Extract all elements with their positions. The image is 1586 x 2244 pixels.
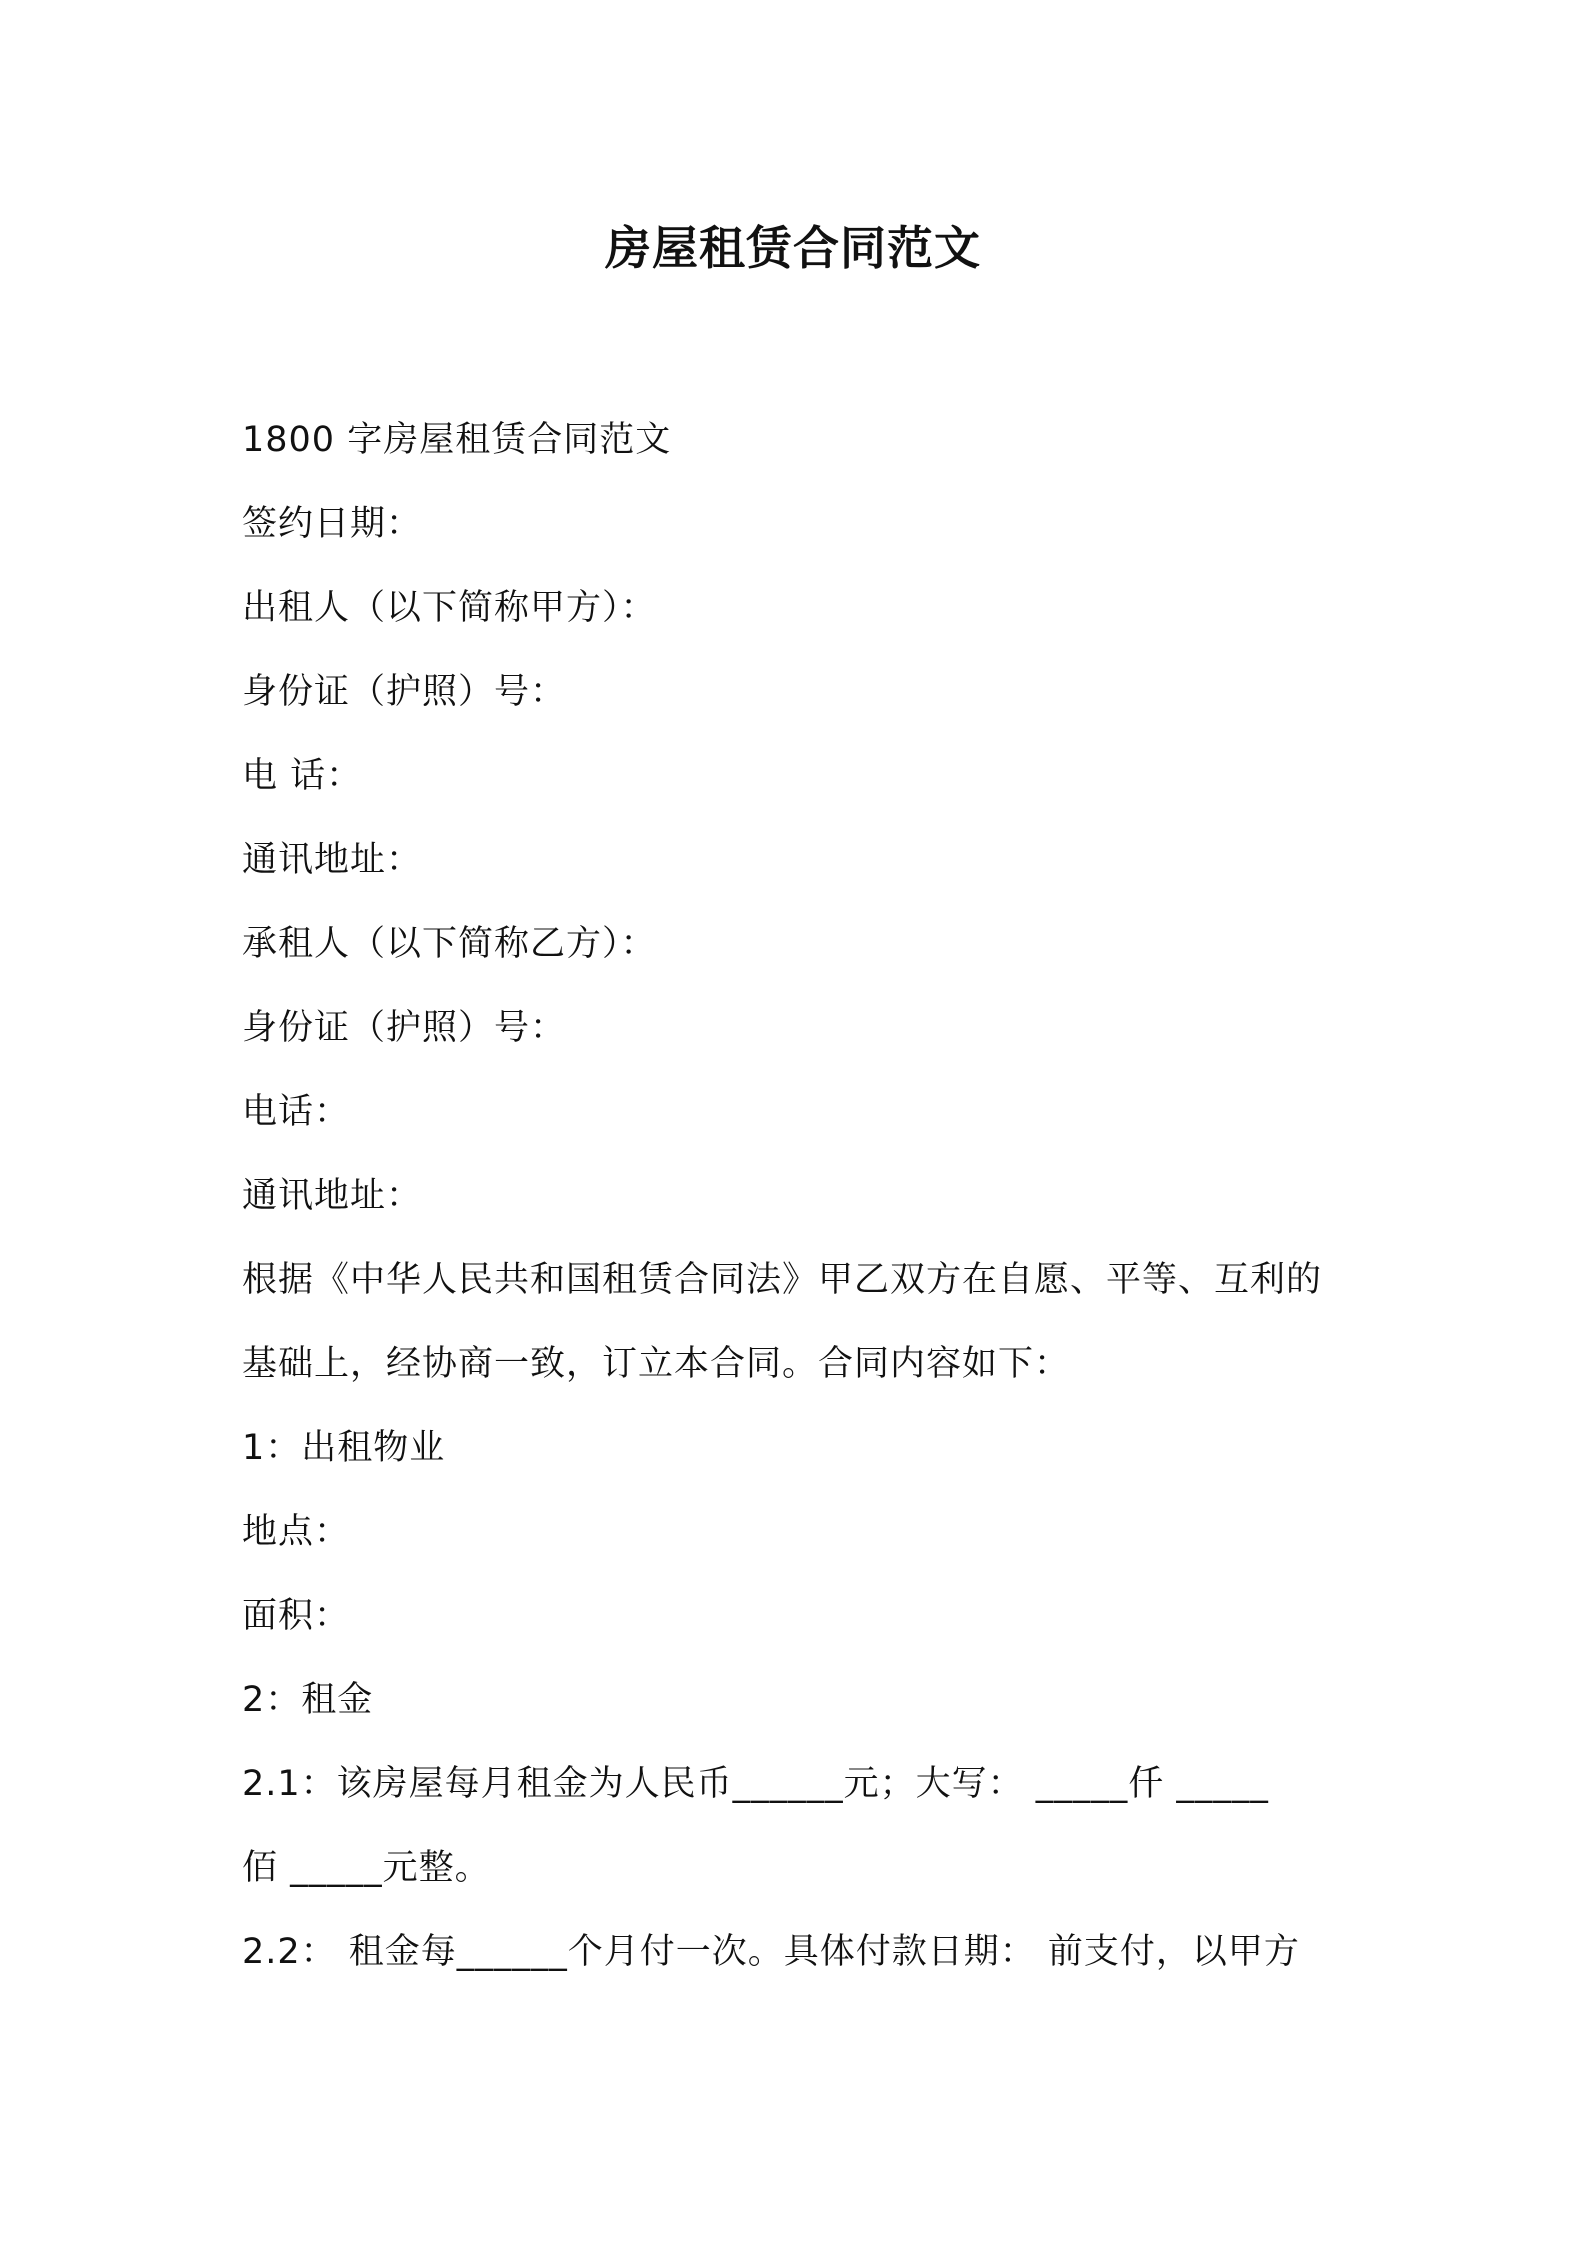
clause-2-1-line-1: 2.1：该房屋每月租金为人民币______元；大写： _____仟 _____ — [242, 1764, 1269, 1804]
lessee-address-line: 通讯地址： — [242, 1176, 423, 1216]
subtitle-line: 1800 字房屋租赁合同范文 — [242, 420, 672, 460]
document-body — [242, 398, 1362, 1994]
preamble-line-1: 根据《中华人民共和国租赁合同法》甲乙双方在自愿、平等、互利的 — [242, 1260, 1323, 1300]
section-1-heading: 1：出租物业 — [242, 1428, 446, 1468]
signing-date-line: 签约日期： — [242, 504, 423, 544]
lessee-line: 承租人（以下简称乙方）： — [242, 924, 657, 964]
lessee-phone-line: 电话： — [242, 1092, 351, 1132]
lessor-address-line: 通讯地址： — [242, 840, 423, 880]
clause-2-2-line: 2.2： 租金每______个月付一次。具体付款日期： 前支付，以甲方 — [242, 1932, 1300, 1972]
document-title: 房屋租赁合同范文 — [605, 221, 981, 275]
area-line: 面积： — [242, 1596, 351, 1636]
section-2-heading: 2：租金 — [242, 1680, 374, 1720]
lessor-phone-line: 电 话： — [242, 756, 363, 796]
preamble-line-2: 基础上，经协商一致，订立本合同。合同内容如下： — [242, 1344, 1071, 1384]
clause-2-1-line-2: 佰 _____元整。 — [242, 1848, 491, 1888]
lessor-line: 出租人（以下简称甲方）： — [242, 588, 657, 628]
lessor-id-line: 身份证（护照）号： — [242, 672, 567, 712]
lessee-id-line: 身份证（护照）号： — [242, 1008, 567, 1048]
location-line: 地点： — [242, 1512, 351, 1552]
